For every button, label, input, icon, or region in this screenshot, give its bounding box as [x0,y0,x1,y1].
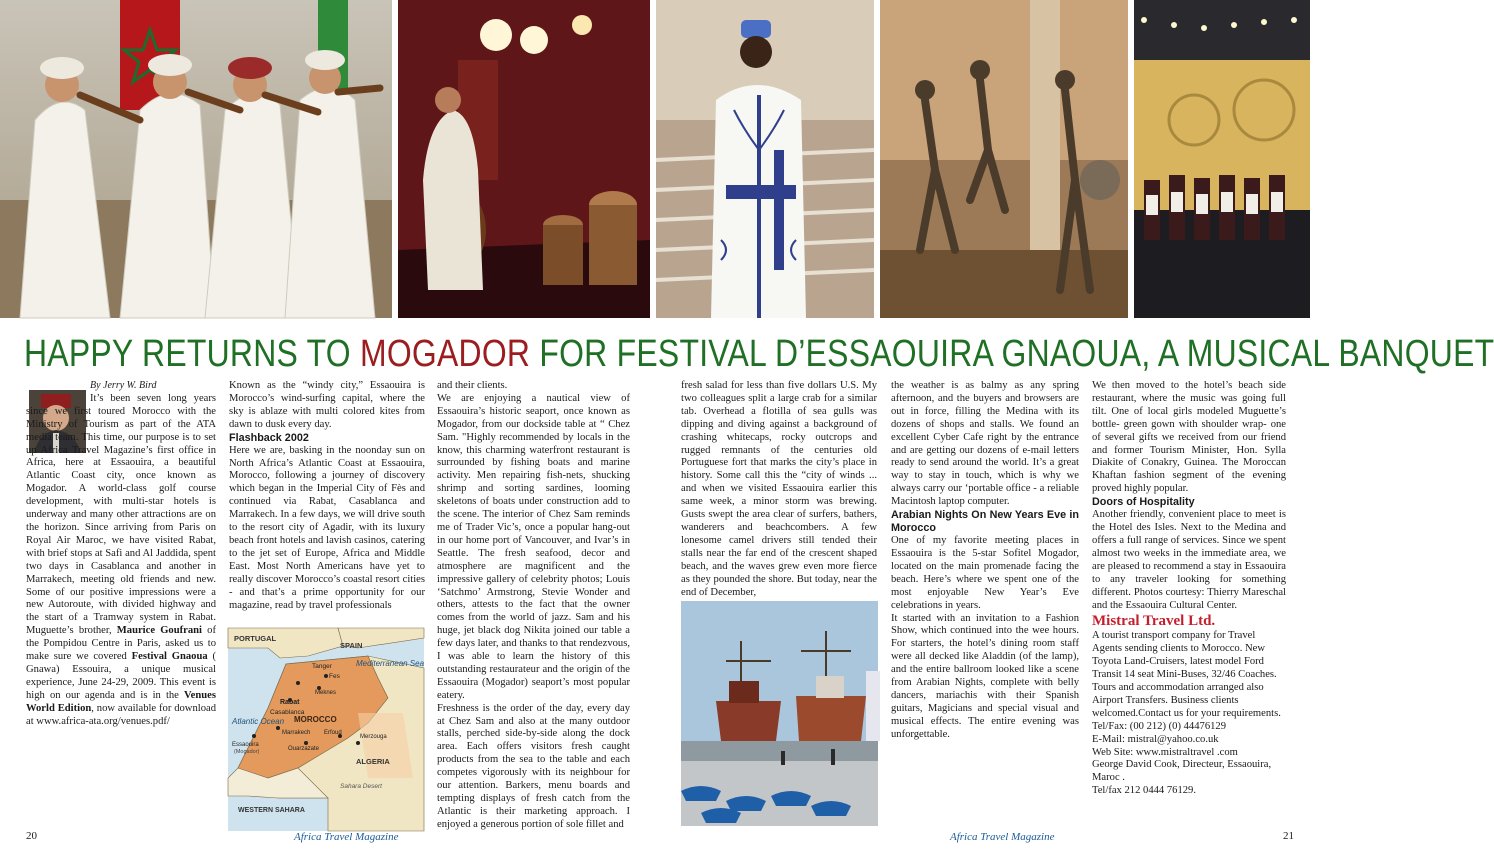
photo-bronze-sculptures [880,0,1128,318]
map-label-algeria: ALGERIA [356,757,390,766]
col5-text-2: One of my favorite meeting places in Essaouira is the 5-star Sofitel Mogador, located on the main promenade facing the beach. Here’s where we spent one of the most enjoyable New Year’s Eve celebrations in years. It started with an invitation to a Fashion Show, which continued into the wee hours. For starters, the hotel’s dining room staff were all decked like Aladdin (of the lamp), and the entire ballroom looked like a scene from Arabian Nights, complete with belly dancers, mariachis with their Spanish guitars, Magicians and special visual and musical effects. The entire evening was unforgettable. [891,535,1079,740]
column-4 [681,380,877,598]
col6-text-2: Another friendly, convenient place to meet is the Hotel des Isles. Next to the Medina and offers a full range of services. Since we spent almost two weeks in the immediate area, we are pleased to recommend a stay in Essaouira to any traveler looking for something different. Photos courtesy: Thierry Mareschal and the Essaouira Cultural Center. [1092,509,1286,611]
subhead-arabian-nights: Arabian Nights On New Years Eve in Morocco [891,509,1079,535]
map-label-meknes: Meknes [315,690,337,696]
col2-text-1: Known as the “windy city,” Essaouira is Morocco’s wind-surfing capital, where the sky is ablaze with multi colored kites from dawn to dusk every day. [229,380,425,430]
magazine-name-right: Africa Travel Magazine [950,831,1055,843]
col5-text-1: the weather is as balmy as any spring afternoon, and the buyers and browsers are out in force, filling the Medina with its dozens of shops and stalls. We found an excellent Cyber Cafe right by the entrance and are getting our dozens of e-mail letters ready to send around the world. It’s a great way to stay in touch, which is why we always carry our ‘portable office - a reliable Macintosh laptop computer. [891,380,1079,508]
col1-text-3: ( Gnawa) Essouira, a unique musical experience, June 24-29, 2009. This event is high on our agenda and is in the [26,651,216,701]
headline-part-1: HAPPY RETURNS TO [24,333,360,375]
map-label-marrakech: Marrakech [282,730,311,736]
byline: By Jerry W. Bird [90,380,157,391]
mistral-travel-title: Mistral Travel Ltd. [1092,613,1216,630]
column-5 [891,380,1079,824]
col1-venues-edition: Venues World Edition [26,689,216,714]
col4-text-1: fresh salad for less than five dollars U.S. My two colleagues split a large crab for a similar tab. Overhead a flotilla of sea gulls was dipping and diving against a background of crashing whitecaps, rocky outcrops and rugged remnants of the centuries old Portuguese fort that marks the city’s place in history. Some call this the “city of winds ... and when we visited Essaouira earlier this same week, a minor storm was brewing. Gusts swept the area clear of surfers, bathers, wanderers and beachcombers. A few lonesome camel drivers still tended their stalls near the far end of the crescent shaped beach, and the waves grew even more fierce as they pounded the shore. But today, near the end of December, [681,380,877,598]
page-number-right: 21 [1283,830,1294,842]
subhead-flashback-2002: Flashback 2002 [229,431,309,444]
headline-part-2: FOR FESTIVAL D’ESSAOUIRA GNAOUA, A MUSICAL BANQUET [530,333,1494,375]
map-label-erfoud: Erfoud [324,730,342,736]
map-label-tanger: Tanger [312,663,332,670]
column-6 [1092,380,1286,825]
photo-gnaoua-horn-players [0,0,392,318]
map-label-western-sahara: WESTERN SAHARA [238,807,305,814]
map-label-sea: Mediterranean Sea [356,659,425,668]
col1-text-2: of the Pompidou Centre in Paris, asked us to make sure we covered [26,625,216,663]
col6-text-1: We then moved to the hotel’s beach side restaurant, where the music was going full tilt. One of local girls modeled Muguette’s bottle- green gown with shoulder wrap- one of several gifts we received from our friend and former Tourism Minister, Hon. Sylla Diakite of Conakry, Guinea. The Moroccan Khaftan fashion segment of the evening proved highly popular. [1092,380,1286,495]
map-label-fes: Fes [329,673,340,680]
photo-doorman-white-uniform [656,0,874,318]
map-label-rabat: Rabat [280,699,300,706]
map-label-essaouira: Essaouira [232,742,259,748]
map-label-spain: SPAIN [340,641,363,650]
map-label-merzouga: Merzouga [360,734,387,740]
col2-text-2: Here we are, basking in the noonday sun on North Africa’s Atlantic Coast at Essaouira, Morocco, following a journey of discovery which began in the Imperial City of Fès and continued via Rabat, Casablanca and Marrakech. In a few days, we will drive south to the resort city of Agadir, with its luxury beach front hotels and lavish casinos, catering to the jet set of Europe, Africa and Middle East. Most North Americans have yet to really discover Morocco’s coastal resort cities - and that’s a prime opportunity for our magazine, read by travel professionals [229,444,425,611]
morocco-map [228,628,424,831]
magazine-name-left: Africa Travel Magazine [294,831,399,843]
headline-highlight: MOGADOR [359,333,531,375]
map-label-mogador: (Mogador) [234,749,260,755]
photo-cellist-on-stage [398,0,650,318]
map-label-morocco: MOROCCO [294,715,337,724]
map-label-ouarzazate: Ouarzazate [288,746,320,752]
mistral-travel-details: A tourist transport company for Travel Agents sending clients to Morocco. New Toyota Land-Cruisers, latest model Ford Transit 14 seat Mini-Buses, 32/46 Coaches. Tours and accommodation arranged also Airport Transfers. Business clients welcomed.Contact us for your requirements. Tel/Fax: (00 212) (0) 44476129 E-Mail: mistral@yahoo.co.uk Web Site: www.mistraltravel .com George David Cook, Directeur, Essaouira, Maroc . Tel/fax 212 0444 76129. [1092,630,1281,797]
col1-name-goufrani: Maurice Goufrani [116,625,202,637]
col3-text-1: and their clients. We are enjoying a nautical view of Essaouira’s historic seaport, once known as Mogador, from our dockside table at “ Chez Sam. "Highly recommended by locals in the know, this charming waterfront restaurant is surrounded by fishing boats and marine activity. Men repairing fish-nets, shucking shrimp and sorting sardines, looming skeletons of boats under construction add to the scene. The interior of Chez Sam reminds me of Trader Vic’s, once a popular hang-out in our home port of Vancouver, and Ivar’s in Seattle. The fresh seafood, decor and atmosphere are magnificent and the impressive gallery of celebrity photos; Louis ‘Satchmo’ Armstrong, Stevie Wonder and others, attests to the fact that the owner comes from the world of jazz. Sam and his huge, jet black dog Nikita joined our table a few days later, and thanks to that rendezvous, I was able to learn the history of this outstanding restaurateur and the origin of the Essaouira (Mogador) seaport’s most popular eatery. Freshness is the order of the day, every day at Chez Sam and also at the many outdoor stalls, perched side-by-side along the dock area. Each offers visitors fresh caught products from the sea to the table and each competes vigorously with its neighbour for our attention. Barkers, menu boards and tempting displays of fresh catch from the Atlantic is their marketing approach. I enjoyed a generous portion of sole fillet and [437,380,630,830]
photo-festival-stage-performers [1134,0,1310,318]
col1-text-4: , now available for download at www.africa-ata.org/venues.pdf/ [26,702,216,727]
map-label-portugal: PORTUGAL [234,634,277,643]
subhead-doors-of-hospitality: Doors of Hospitality [1092,496,1195,509]
col1-text-1: It’s been seven long years since we first toured Morocco with the Ministry of Tourism as part of the ATA media team. This time, our purpose is to set up Africa Travel Magazine’s first office in Africa, here at Essaouira, a beautiful Atlantic Coast city, once known as Mogador. A world-class golf course development, with multi-star hotels is underway and many other attractions are on the horizon. Since arriving from Paris on Royal Air Maroc, we have visited Rabat, with brief stops at Safi and Al Jaddida, spent two days in Casablanca and another in Marrakech, meeting old friends and new. Some of our positive impressions were a new Autoroute, with divided highway and the start of a Tramway system in Rabat. Muguette’s brother, [26,392,216,637]
col1-festival-gnaoua: Festival Gnaoua [131,651,208,663]
map-label-desert: Sahara Desert [340,783,382,790]
column-3 [437,380,630,830]
column-2 [229,380,425,625]
photo-essaouira-harbor [681,601,878,826]
page-number-left: 20 [26,830,37,842]
headline [24,330,1494,378]
column-1 [26,380,216,824]
map-label-casablanca: Casablanca [270,709,305,716]
map-label-ocean: Atlantic Ocean [232,717,285,726]
